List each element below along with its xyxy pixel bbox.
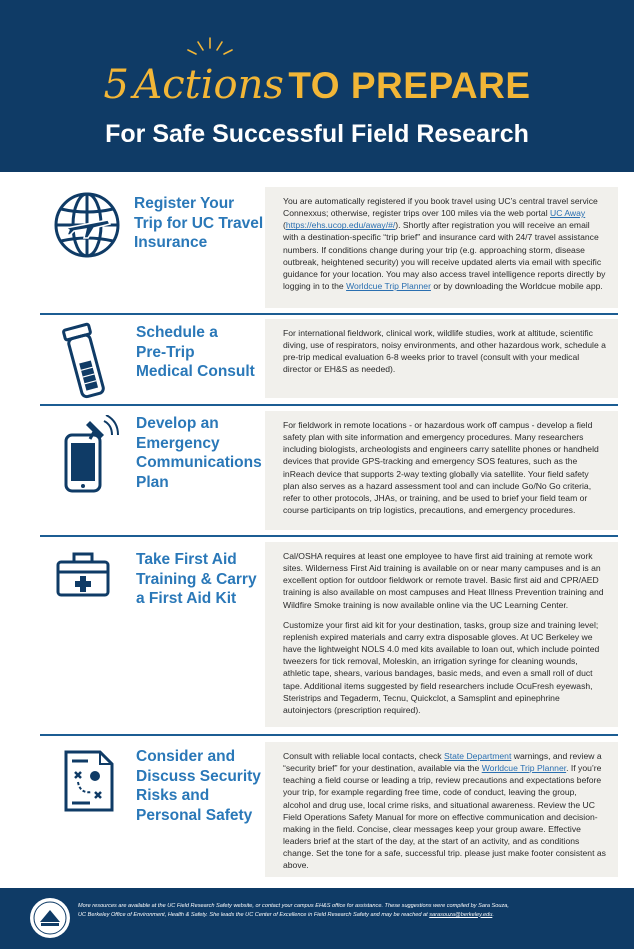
footer-text: More resources are available at the UC Field Research Safety website, or contact your campus EH&S office for assistance. These suggestions were compiled by Sara Souza, UC Berkeley Office of Environment, Health & Safety. She leads the UC Center of Excellence in Field Research Safety and may be reached at sarasouza@berkeley.edu. xyxy=(78,903,509,918)
panel-security-risks xyxy=(265,742,618,877)
first-aid-kit-icon xyxy=(55,550,111,598)
title-script: Actions xyxy=(133,62,284,108)
panel-paragraph xyxy=(283,327,606,376)
globe-plane-icon xyxy=(52,190,122,260)
action-title-medical-consult: Schedule a Pre-Trip Medical Consult xyxy=(136,324,255,380)
page-subtitle: For Safe Successful Field Research xyxy=(105,120,529,148)
body-text: warnings, and review a “security brief” for your destination, available via the xyxy=(283,751,602,774)
panel-paragraph xyxy=(283,619,606,716)
body-text: You are automatically registered if you book travel using UC’s central travel service Connexxus; otherwise, register trips over 100 miles via the web portal xyxy=(283,196,598,219)
panel-medical-consult xyxy=(265,319,618,398)
action-title-emergency-comms: Develop an Emergency Communications Plan xyxy=(136,415,262,491)
inline-link[interactable]: State Department xyxy=(443,751,512,761)
section-divider xyxy=(40,404,618,406)
panel-first-aid xyxy=(265,542,618,727)
panel-paragraph xyxy=(283,550,606,611)
body-text: . If you’re teaching a field course or leading a trip, review precautions and expectations before your trip, for example regarding free time, code of conduct, leaving the group, alcohol and drug use, local crime risks, and situational awareness. Review the UC Field Operations Safety Manual for more on effective communication and decision-making in the field. Concise, clear messages keep your group aware. Effective leaders brief at the start of the day, at the start of an activity, and as conditions change. Set the tone for a safe, successful trip. please just make footer consistent as above. xyxy=(283,763,606,871)
medical-vial-icon xyxy=(60,322,110,402)
page-title xyxy=(0,62,634,108)
inline-link[interactable]: Worldcue Trip Planner xyxy=(346,281,431,292)
body-text: or by downloading the Worldcue mobile app. xyxy=(430,281,603,292)
inline-link[interactable]: https://ehs.ucop.edu/away/#/ xyxy=(285,220,396,231)
title-bold: TO PREPARE xyxy=(288,65,531,106)
action-title-first-aid: Take First Aid Training & Carry a First Aid Kit xyxy=(136,551,257,607)
section-divider xyxy=(40,535,618,537)
phone-satellite-icon xyxy=(60,415,120,493)
uc-seal-icon xyxy=(28,896,72,940)
security-plan-icon xyxy=(62,748,116,814)
panel-register-trip xyxy=(265,187,618,308)
body-text: Customize your first aid kit for your destination, tasks, group size and training level; replenish expired materials and carry extra disposable gloves. At UC Berkeley we have the lightweight NOLS 4.0 med kits available to loan out, which include pointed tweezers for tick removal, Moleskin, an irrigation syringe for cleaning wounds, athletic tape, shears, various bandages, basic meds, and even a small roll of duct tape. Additional items suggested by field researchers include OcuFresh eyewash, Steristrips and Tegaderm, Tecnu, Quickclot, a Samsplint and epinephrine autoinjectors (prescription required). xyxy=(283,619,600,715)
body-text: Consult with reliable local contacts, check xyxy=(283,751,444,761)
panel-emergency-comms xyxy=(265,411,618,530)
title-number: 5 xyxy=(103,62,129,108)
action-title-security-risks: Consider and Discuss Security Risks and Personal Safety xyxy=(136,748,261,824)
inline-link[interactable]: UC Away xyxy=(550,208,586,219)
footer-banner xyxy=(0,888,634,949)
panel-paragraph xyxy=(283,419,606,516)
body-text: ( xyxy=(283,220,286,231)
inline-link[interactable]: Worldcue Trip Planner xyxy=(481,763,567,774)
section-divider xyxy=(40,313,618,315)
body-text: ). Shortly after registration you will receive an email with a destination-specific “trip brief” and insurance card with 24/7 travel assistance numbers. If conditions change during your trip (e.g. approaching storm, disease outbreak, heightened security) you will receive updated alerts via email with specific guidance for your location. You may also access travel intelligence reports directly by logging in to the xyxy=(283,220,606,292)
header-banner xyxy=(0,0,634,172)
panel-paragraph xyxy=(283,750,606,872)
body-text: For international fieldwork, clinical work, wildlife studies, work at altitude, scientific diving, use of respirators, noisy environments, and other hazardous work, schedule a pre-trip medical evaluation 6-8 weeks prior to travel (consult with your medical director or EH&S as needed). xyxy=(283,328,606,375)
body-text: Cal/OSHA requires at least one employee to have first aid training at remote work sites. Wilderness First Aid training is available on or near many campuses and is an excellent option for outdoor fieldwork or remote travel. Basic first aid and CPR/AED training is also available on most campuses and Heat Illness Prevention training and Wildfire Smoke training is now available online via the UC Learning Center. xyxy=(283,551,604,610)
body-text: For fieldwork in remote locations - or hazardous work off campus - develop a field safety plan with site information and emergency procedures. Many researchers including biologists, archeologists and engineers carry satellite phones or handheld devices that provide GPS-tracking and emergency SOS features, such as the inReach device that supports 2-way texting globally via satellite. Your field safety plan also serves as a hazard assessment tool and can include Go/No Go criteria, refer to other protocols, JHAs, or training, and be used to brief your field team or course participants on trip logistics, precautions, and emergency procedures. xyxy=(283,420,599,516)
footer-email-link[interactable]: sarasouza@berkeley.edu xyxy=(429,911,493,918)
section-divider xyxy=(40,734,618,736)
panel-paragraph xyxy=(283,195,606,292)
action-title-register-trip: Register Your Trip for UC Travel Insurance xyxy=(134,195,264,251)
